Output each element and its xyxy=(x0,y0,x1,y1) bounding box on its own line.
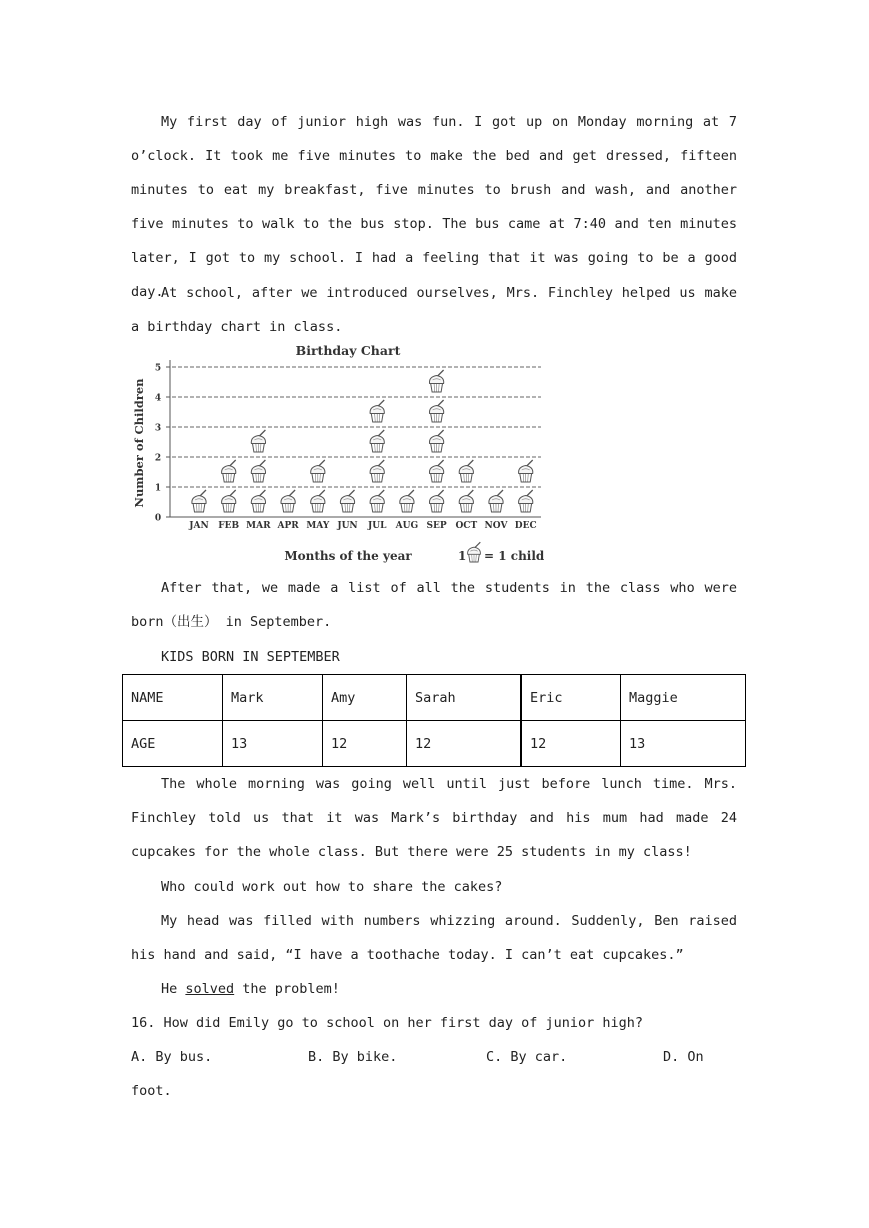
x-tick-label: JUL xyxy=(367,521,387,531)
chart-xlabel: Months of the year xyxy=(284,549,412,563)
cupcake-icon xyxy=(429,490,443,512)
table-row xyxy=(123,721,746,767)
x-tick-label: AUG xyxy=(395,521,419,531)
text: He xyxy=(161,981,186,997)
cupcake-icon xyxy=(519,490,533,512)
text: the problem! xyxy=(234,981,340,997)
cupcake-icon xyxy=(429,430,443,452)
x-tick-label: JAN xyxy=(189,521,209,531)
x-tick-label: SEP xyxy=(426,521,447,531)
paragraph-2: At school, after we introduced ourselves, Mrs. Finchley helped us make a birthday chart in class. xyxy=(131,285,737,335)
cupcake-icon xyxy=(370,430,384,452)
option-d: D. On xyxy=(663,1049,704,1065)
x-tick-label: NOV xyxy=(484,521,508,531)
x-tick-label: DEC xyxy=(514,521,537,531)
underlined-word: solved xyxy=(185,981,235,997)
cupcake-icon xyxy=(251,490,265,512)
paragraph-3: After that, we made a list of all the students in the class who were born（出生） in September. xyxy=(131,580,737,630)
y-tick-label: 2 xyxy=(154,453,162,464)
cupcake-icon xyxy=(468,542,481,562)
cupcake-icon xyxy=(370,490,384,512)
kids-table xyxy=(122,674,746,767)
cupcake-icon xyxy=(222,490,236,512)
table-title: KIDS BORN IN SEPTEMBER xyxy=(161,649,340,665)
option-a: A. By bus. xyxy=(131,1049,213,1065)
paragraph-5: Who could work out how to share the cakes? xyxy=(161,879,503,895)
cupcake-icon xyxy=(370,460,384,482)
birthday-chart xyxy=(128,338,548,570)
cupcake-icon xyxy=(519,460,533,482)
cupcake-icon xyxy=(222,460,236,482)
table-cell: Sarah xyxy=(407,675,522,721)
table-row xyxy=(123,675,746,721)
table-cell: 13 xyxy=(223,721,323,767)
cupcake-icon xyxy=(251,460,265,482)
cupcake-icon xyxy=(468,542,481,562)
paragraph-4: The whole morning was going well until just before lunch time. Mrs. Finchley told us that it was Mark’s birthday and his mum had made 24 cupcakes for the whole class. But there were 25 students in my class! xyxy=(131,776,737,860)
x-tick-label: JUN xyxy=(337,521,358,531)
x-tick-label: MAY xyxy=(306,521,330,531)
cupcake-icon xyxy=(251,430,265,452)
table-cell: AGE xyxy=(123,721,223,767)
table-cell: 12 xyxy=(521,721,621,767)
table-cell: Mark xyxy=(223,675,323,721)
cupcake-icon xyxy=(311,490,325,512)
cupcake-icon xyxy=(281,490,295,512)
option-b: B. By bike. xyxy=(308,1049,398,1065)
table-cell: NAME xyxy=(123,675,223,721)
cupcake-icon xyxy=(429,460,443,482)
cupcake-icon xyxy=(400,490,414,512)
x-tick-label: OCT xyxy=(455,521,478,531)
y-tick-label: 5 xyxy=(154,363,162,374)
paragraph-7 xyxy=(161,979,340,999)
question-stem: 16. How did Emily go to school on her first day of junior high? xyxy=(131,1015,644,1031)
table-cell: Eric xyxy=(521,675,621,721)
x-tick-label: MAR xyxy=(246,521,271,531)
table-cell: 12 xyxy=(323,721,407,767)
cupcake-icon xyxy=(311,460,325,482)
cupcake-icon xyxy=(489,490,503,512)
y-tick-label: 3 xyxy=(154,423,162,434)
table-cell: Maggie xyxy=(621,675,746,721)
cupcake-icon xyxy=(192,490,206,512)
legend-number: 1 xyxy=(458,549,467,563)
y-tick-label: 0 xyxy=(154,513,162,524)
cupcake-icon xyxy=(459,460,473,482)
table-cell: 13 xyxy=(621,721,746,767)
y-tick-label: 4 xyxy=(154,393,162,404)
table-cell: 12 xyxy=(407,721,522,767)
y-tick-label: 1 xyxy=(154,483,162,494)
cupcake-icon xyxy=(370,400,384,422)
table-cell: Amy xyxy=(323,675,407,721)
paragraph-1: My first day of junior high was fun. I got up on Monday morning at 7 o’clock. It took me five minutes to make the bed and get dressed, fifteen minutes to eat my breakfast, five minutes to brush and wash, and another five minutes to walk to the bus stop. The bus came at 7:40 and ten minutes later, I got to my school. I had a feeling that it was going to be a good day. xyxy=(131,114,737,300)
x-tick-label: FEB xyxy=(218,521,240,531)
paragraph-6: My head was filled with numbers whizzing around. Suddenly, Ben raised his hand and said, “I have a toothache today. I can’t eat cupcakes.” xyxy=(131,913,737,963)
cupcake-icon xyxy=(340,490,354,512)
chart-ylabel: Number of Children xyxy=(132,378,146,508)
cupcake-icon xyxy=(429,400,443,422)
cupcake-icon xyxy=(429,370,443,392)
cupcake-icon xyxy=(459,490,473,512)
legend-text: = 1 child xyxy=(484,549,545,563)
option-d-continued: foot. xyxy=(131,1083,172,1099)
option-c: C. By car. xyxy=(486,1049,568,1065)
x-tick-label: APR xyxy=(277,521,299,531)
chart-title: Birthday Chart xyxy=(295,343,401,358)
